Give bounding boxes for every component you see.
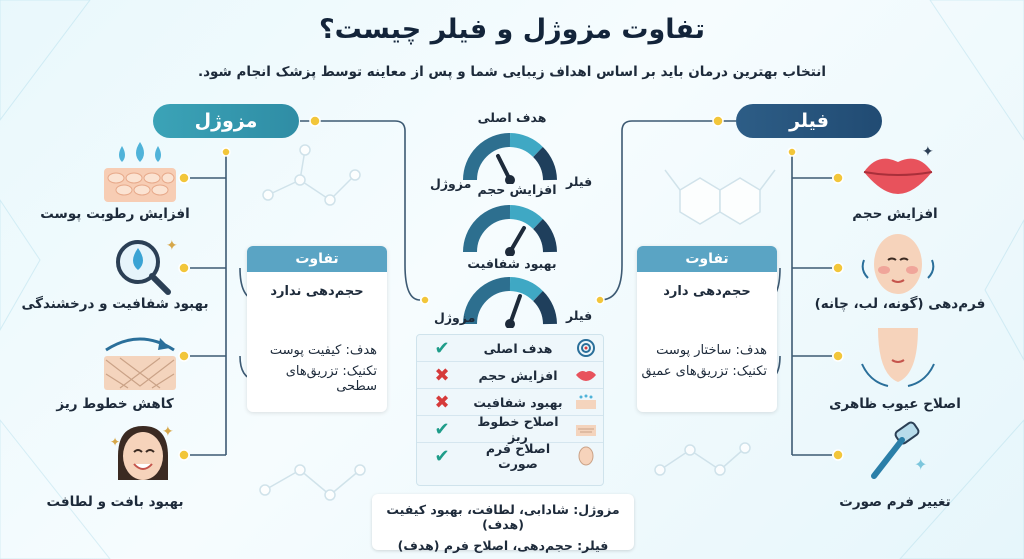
skin-layers-icon — [569, 389, 603, 415]
mesogel-difference-card — [247, 246, 387, 412]
skin-lines-icon — [100, 330, 180, 392]
row-label: افزایش حجم — [478, 367, 558, 383]
summary-box — [372, 494, 634, 553]
filler-item-label: فرم‌دهی (گونه، لب، چانه) — [814, 296, 986, 312]
table-row — [417, 389, 603, 416]
card-technique-text: تکنیک: تزریق‌های سطحی — [285, 364, 377, 394]
skin-lines-icon — [569, 416, 603, 442]
svg-text:✦: ✦ — [166, 238, 178, 254]
gauge-caption: بهبود شفافیت — [467, 256, 557, 271]
svg-text:✦: ✦ — [162, 424, 174, 440]
mesogel-header-pill: مزوژل — [153, 104, 299, 138]
table-row — [417, 443, 603, 469]
lips-icon — [569, 362, 603, 388]
mesogel-item-label: بهبود بافت و لطافت — [46, 494, 184, 510]
target-icon — [569, 335, 603, 361]
gauge-left-label: مزوژل — [430, 176, 472, 191]
check-icon: ✔ — [434, 337, 450, 359]
mesogel-item-label: افزایش رطوبت پوست — [40, 206, 190, 222]
mesogel-item-label: کاهش خطوط ریز — [56, 396, 174, 412]
face-contour-icon — [858, 232, 938, 296]
row-label: اصلاح خطوط ریز — [477, 414, 559, 444]
card-goal-text: هدف: ساختار پوست — [656, 343, 767, 358]
summary-filler: فیلر: حجم‌دهی، اصلاح فرم (هدف) — [397, 538, 609, 553]
page-title: تفاوت مزوژل و فیلر چیست؟ — [319, 14, 705, 45]
card-header: تفاوت — [637, 246, 777, 272]
svg-text:✦: ✦ — [110, 435, 121, 449]
cross-icon: ✖ — [434, 391, 450, 413]
face-roller-icon — [862, 420, 932, 486]
mesogel-item-label: بهبود شفافیت و درخشندگی — [21, 296, 209, 312]
filler-header-pill: فیلر — [736, 104, 882, 138]
check-icon: ✔ — [434, 445, 450, 467]
filler-item-label: اصلاح عیوب ظاهری — [829, 396, 961, 412]
gauge-right-label: فیلر — [566, 308, 593, 323]
svg-text:✦: ✦ — [922, 144, 934, 160]
page-subtitle: انتخاب بهترین درمان باید بر اساس اهداف زیبایی شما و پس از معاینه توسط پزشک انجام شود. — [197, 64, 826, 80]
table-row — [417, 362, 603, 389]
table-row — [417, 416, 603, 443]
comparison-table — [416, 334, 604, 486]
gauge-right-label: فیلر — [566, 174, 593, 189]
gauge-caption: افزایش حجم — [477, 182, 557, 197]
svg-text:✦: ✦ — [914, 455, 928, 474]
lips-icon — [858, 142, 938, 202]
gauge-left-label: مزوژل — [434, 310, 476, 325]
smiling-face-icon — [108, 420, 178, 486]
gauge-title: هدف اصلی — [477, 110, 547, 125]
gauge-dial — [458, 128, 562, 184]
row-label: هدف اصلی — [483, 340, 553, 356]
head-icon — [569, 443, 603, 469]
row-label: بهبود شفافیت — [473, 394, 563, 410]
gauge-dial — [458, 200, 562, 256]
row-label: اصلاح فرم صورت — [485, 441, 551, 471]
skin-hydration-icon — [100, 140, 180, 206]
card-volume-text: حجم‌دهی ندارد — [270, 284, 364, 299]
card-volume-text: حجم‌دهی دارد — [663, 284, 751, 299]
cross-icon: ✖ — [434, 364, 450, 386]
check-icon: ✔ — [434, 418, 450, 440]
filler-difference-card — [637, 246, 777, 412]
card-goal-text: هدف: کیفیت پوست — [269, 343, 377, 358]
filler-item-label: تغییر فرم صورت — [839, 494, 951, 510]
jawline-icon — [858, 324, 938, 390]
magnifier-drop-icon — [108, 236, 178, 296]
table-row — [417, 335, 603, 362]
filler-item-label: افزایش حجم — [852, 206, 938, 222]
card-header: تفاوت — [247, 246, 387, 272]
summary-mesogel: مزوژل: شادابی، لطافت، بهبود کیفیت (هدف) — [386, 502, 620, 532]
card-technique-text: تکنیک: تزریق‌های عمیق — [641, 364, 767, 379]
